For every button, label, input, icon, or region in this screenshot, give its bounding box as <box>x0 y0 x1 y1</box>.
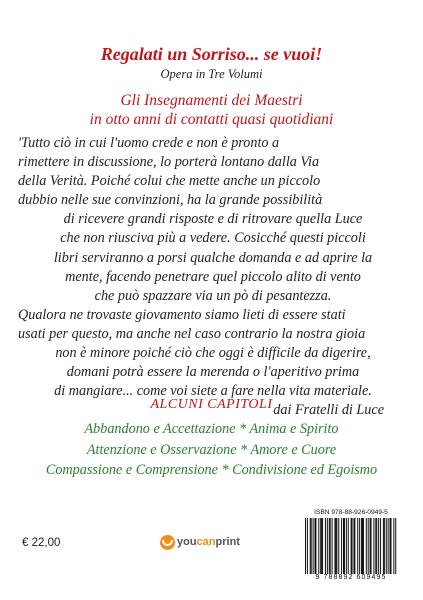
signature: dai Fratelli di Luce <box>273 402 384 419</box>
chapters-list <box>0 419 423 481</box>
chapter-line: Compassione e Comprensione * Condivisione ed Egoismo <box>45 462 378 478</box>
price: € 22,00 <box>22 537 61 549</box>
body-line: 'Tutto ciò in cui l'uomo crede e non è pronto a <box>18 135 280 151</box>
body-text <box>18 134 408 420</box>
book-title: Regalati un Sorriso... se vuoi! <box>100 44 323 64</box>
book-subtitle: Opera in Tre Volumi <box>160 67 263 81</box>
heading-line-2: in otto anni di contatti quasi quotidiani <box>89 111 334 128</box>
isbn-block <box>296 508 406 590</box>
body-line: della Verità. Poiché colui che mette anche un piccolo <box>18 173 321 190</box>
body-line: rimettere in discussione, lo porterà lontano dalla Via <box>18 154 320 171</box>
smile-logo-icon <box>160 535 175 550</box>
body-line: domani potrà essere la merenda o l'aperitivo prima <box>66 364 360 381</box>
publisher-name: youcanprint <box>177 536 240 548</box>
body-line: dubbio nelle sue convinzioni, ha la grande possibilità <box>18 192 323 209</box>
chapters-title: ALCUNI CAPITOLI <box>150 397 273 412</box>
body-line: mente, facendo penetrare quel piccolo alito di vento <box>65 268 361 285</box>
chapter-line: Attenzione e Osservazione * Amore e Cuore <box>86 441 337 458</box>
body-line: non è minore poiché ciò che oggi è difficile da digerire, <box>55 345 371 362</box>
body-line: che non riusciva più a vedere. Cosicché questi piccoli <box>60 230 366 247</box>
isbn-number: ISBN 978-88-926-0949-5 <box>314 509 388 516</box>
body-line: usati per questo, ma anche nel caso contrario la nostra gioia <box>18 325 366 342</box>
body-line: che può spazzare via un pò di pesantezza. <box>94 287 332 304</box>
body-line: di mangiare... come voi siete a fare nella vita materiale. <box>54 383 372 400</box>
heading-line-1: Gli Insegnamenti dei Maestri <box>120 92 303 109</box>
body-line: di ricevere grandi risposte e di ritrovare quella Luce <box>63 211 363 228</box>
chapter-line: Abbandono e Accettazione * Anima e Spirito <box>84 421 339 437</box>
body-line: libri serviranno a porsi qualche domanda e ad aprire la <box>53 249 373 266</box>
publisher-logo <box>160 531 250 553</box>
barcode-digits: 9 788892 609495 <box>315 574 387 581</box>
barcode-icon <box>303 518 399 574</box>
body-line: Qualora ne trovaste giovamento siamo lieti di essere stati <box>18 306 346 323</box>
